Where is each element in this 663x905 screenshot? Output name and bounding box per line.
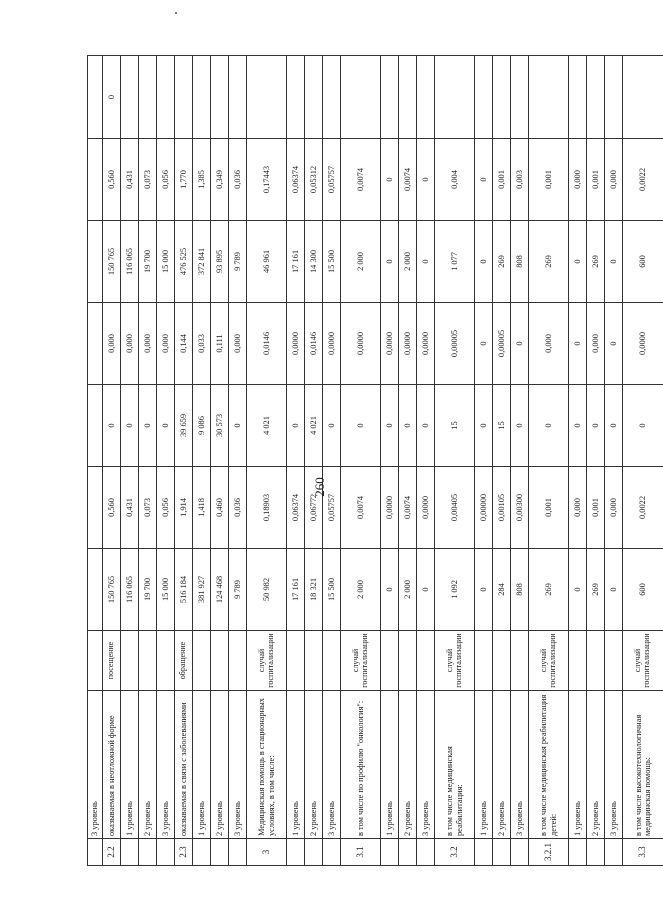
value-cell: 0,0000: [287, 303, 305, 385]
table-row: [605, 56, 623, 866]
value-cell: [323, 56, 341, 139]
rotated-page-content: [87, 56, 652, 866]
value-cell: 18 321: [305, 549, 323, 631]
value-cell: 0: [103, 385, 121, 467]
unit-cell: случай госпитализации: [341, 631, 381, 691]
value-cell: 0,0000: [623, 303, 663, 385]
value-cell: 0: [417, 221, 435, 303]
value-cell: 0,000: [103, 303, 121, 385]
unit-cell: случай госпитализации: [529, 631, 569, 691]
table-row: [493, 56, 511, 866]
table-row: [623, 56, 663, 866]
value-cell: [605, 56, 623, 139]
value-cell: 269: [587, 221, 605, 303]
value-cell: [417, 56, 435, 139]
row-name-cell: 3 уровень: [229, 691, 247, 839]
unit-cell: [211, 631, 229, 691]
value-cell: 15 500: [323, 549, 341, 631]
value-cell: 0,00405: [435, 467, 475, 549]
row-name-cell: 3 уровень: [323, 691, 341, 839]
value-cell: [88, 549, 103, 631]
value-cell: [175, 56, 193, 139]
healthcare-volume-table: [87, 55, 663, 866]
table-row: [381, 56, 399, 866]
value-cell: 0,0000: [341, 303, 381, 385]
row-code-cell: [88, 839, 103, 866]
value-cell: 0: [605, 221, 623, 303]
value-cell: [305, 56, 323, 139]
value-cell: 0: [569, 303, 587, 385]
table-row: [103, 56, 121, 866]
row-code-cell: [305, 839, 323, 866]
row-name-cell: 3 уровень: [157, 691, 175, 839]
value-cell: 269: [587, 549, 605, 631]
value-cell: 39 659: [175, 385, 193, 467]
value-cell: 0,0000: [381, 303, 399, 385]
value-cell: 0,001: [493, 139, 511, 221]
row-name-cell: 3 уровень: [605, 691, 623, 839]
unit-cell: [587, 631, 605, 691]
value-cell: 50 982: [247, 549, 287, 631]
value-cell: 0: [103, 56, 121, 139]
value-cell: 0,0074: [341, 139, 381, 221]
value-cell: 0,00000: [475, 467, 493, 549]
row-name-cell: Медицинская помощь в стационарных условиях, в том числе:: [247, 691, 287, 839]
row-code-cell: 2.3: [175, 839, 193, 866]
value-cell: 0,0022: [623, 467, 663, 549]
unit-cell: [511, 631, 529, 691]
unit-cell: [305, 631, 323, 691]
value-cell: 0,06772: [305, 467, 323, 549]
table-row: [529, 56, 569, 866]
value-cell: 0,0074: [399, 467, 417, 549]
value-cell: 0,431: [121, 467, 139, 549]
row-code-cell: [493, 839, 511, 866]
value-cell: [88, 303, 103, 385]
value-cell: 1,770: [175, 139, 193, 221]
unit-cell: посещение: [103, 631, 121, 691]
value-cell: 0: [569, 385, 587, 467]
value-cell: 116 065: [121, 221, 139, 303]
value-cell: 2 000: [399, 221, 417, 303]
value-cell: 269: [493, 221, 511, 303]
value-cell: 0,003: [511, 139, 529, 221]
value-cell: 17 161: [287, 549, 305, 631]
value-cell: 0,000: [569, 467, 587, 549]
row-code-cell: [139, 839, 157, 866]
value-cell: 381 927: [193, 549, 211, 631]
row-name-cell: 1 уровень: [121, 691, 139, 839]
row-name-cell: 2 уровень: [305, 691, 323, 839]
value-cell: 0: [475, 549, 493, 631]
value-cell: 0,431: [121, 139, 139, 221]
value-cell: 0,0000: [417, 303, 435, 385]
value-cell: 0,111: [211, 303, 229, 385]
value-cell: 0,073: [139, 139, 157, 221]
row-code-cell: 3.2.1: [529, 839, 569, 866]
unit-cell: [229, 631, 247, 691]
table-row: [341, 56, 381, 866]
table-body: [88, 56, 663, 866]
value-cell: 93 895: [211, 221, 229, 303]
value-cell: [399, 56, 417, 139]
table-row: [211, 56, 229, 866]
value-cell: [341, 56, 381, 139]
value-cell: 0: [381, 139, 399, 221]
value-cell: [88, 56, 103, 139]
value-cell: 0,001: [529, 467, 569, 549]
value-cell: 15: [435, 385, 475, 467]
value-cell: 15 500: [323, 221, 341, 303]
value-cell: 0,560: [103, 139, 121, 221]
value-cell: 0,000: [587, 303, 605, 385]
value-cell: 15 000: [157, 549, 175, 631]
row-name-cell: оказываемая в связи с заболеваниями: [175, 691, 193, 839]
value-cell: 0,000: [569, 139, 587, 221]
row-code-cell: [511, 839, 529, 866]
table-row: [475, 56, 493, 866]
row-name-cell: 2 уровень: [493, 691, 511, 839]
value-cell: 0: [381, 549, 399, 631]
value-cell: [229, 56, 247, 139]
unit-cell: [569, 631, 587, 691]
row-name-cell: 1 уровень: [381, 691, 399, 839]
value-cell: 0,000: [605, 467, 623, 549]
row-name-cell: 1 уровень: [475, 691, 493, 839]
value-cell: 2 000: [341, 549, 381, 631]
value-cell: 0,073: [139, 467, 157, 549]
unit-cell: [139, 631, 157, 691]
value-cell: [193, 56, 211, 139]
row-name-cell: 1 уровень: [569, 691, 587, 839]
row-code-cell: 3.1: [341, 839, 381, 866]
value-cell: [211, 56, 229, 139]
table-row: [417, 56, 435, 866]
table-row: [229, 56, 247, 866]
table-row: [587, 56, 605, 866]
row-code-cell: 3: [247, 839, 287, 866]
row-code-cell: [323, 839, 341, 866]
unit-cell: случай госпитализации: [623, 631, 663, 691]
value-cell: 0: [475, 303, 493, 385]
value-cell: 0: [587, 385, 605, 467]
value-cell: 19 700: [139, 549, 157, 631]
value-cell: 9 789: [229, 221, 247, 303]
value-cell: 0,000: [121, 303, 139, 385]
unit-cell: [417, 631, 435, 691]
value-cell: 1 092: [435, 549, 475, 631]
value-cell: 0,000: [229, 303, 247, 385]
value-cell: 1,914: [175, 467, 193, 549]
value-cell: 0,06374: [287, 467, 305, 549]
value-cell: 0: [287, 385, 305, 467]
value-cell: 0: [569, 221, 587, 303]
value-cell: 0: [475, 221, 493, 303]
value-cell: 600: [623, 549, 663, 631]
table-row: [121, 56, 139, 866]
row-code-cell: 2.2: [103, 839, 121, 866]
value-cell: 0,06374: [287, 139, 305, 221]
value-cell: 0,00005: [493, 303, 511, 385]
value-cell: [88, 467, 103, 549]
value-cell: 808: [511, 221, 529, 303]
value-cell: [435, 56, 475, 139]
value-cell: 1 077: [435, 221, 475, 303]
value-cell: 0,000: [157, 303, 175, 385]
unit-cell: [381, 631, 399, 691]
value-cell: [287, 56, 305, 139]
value-cell: 0,05757: [323, 467, 341, 549]
row-code-cell: [381, 839, 399, 866]
value-cell: [587, 56, 605, 139]
value-cell: [569, 56, 587, 139]
value-cell: 150 765: [103, 221, 121, 303]
row-name-cell: в том числе по профилю "онкология":: [341, 691, 381, 839]
value-cell: 0,460: [211, 467, 229, 549]
value-cell: 269: [529, 549, 569, 631]
value-cell: [157, 56, 175, 139]
table-row: [139, 56, 157, 866]
value-cell: 0: [511, 303, 529, 385]
value-cell: 0,000: [139, 303, 157, 385]
row-code-cell: [569, 839, 587, 866]
value-cell: 284: [493, 549, 511, 631]
value-cell: 17 161: [287, 221, 305, 303]
value-cell: 0,18903: [247, 467, 287, 549]
value-cell: 476 525: [175, 221, 193, 303]
value-cell: [623, 56, 663, 139]
table-row: [511, 56, 529, 866]
table-row: [88, 56, 103, 866]
value-cell: 0,05757: [323, 139, 341, 221]
row-name-cell: 1 уровень: [287, 691, 305, 839]
unit-cell: [493, 631, 511, 691]
unit-cell: [399, 631, 417, 691]
value-cell: 0,056: [157, 467, 175, 549]
row-code-cell: [605, 839, 623, 866]
value-cell: 0,00005: [435, 303, 475, 385]
value-cell: [247, 56, 287, 139]
value-cell: 0: [417, 549, 435, 631]
speck-mark: [175, 12, 177, 14]
unit-cell: обращение: [175, 631, 193, 691]
value-cell: 46 961: [247, 221, 287, 303]
value-cell: 0,000: [605, 139, 623, 221]
row-name-cell: в том числе высокотехнологичная медицинская помощь:: [623, 691, 663, 839]
row-code-cell: [399, 839, 417, 866]
value-cell: 0,349: [211, 139, 229, 221]
table-row: [175, 56, 193, 866]
value-cell: 0,0146: [247, 303, 287, 385]
value-cell: 0,036: [229, 139, 247, 221]
value-cell: 15: [493, 385, 511, 467]
row-name-cell: 3 уровень: [88, 691, 103, 839]
value-cell: 0: [475, 139, 493, 221]
value-cell: 269: [529, 221, 569, 303]
value-cell: 19 700: [139, 221, 157, 303]
row-code-cell: [287, 839, 305, 866]
value-cell: 0,004: [435, 139, 475, 221]
value-cell: 0: [157, 385, 175, 467]
value-cell: 150 765: [103, 549, 121, 631]
table-row: [399, 56, 417, 866]
value-cell: 0: [381, 385, 399, 467]
table-row: [157, 56, 175, 866]
value-cell: 0: [341, 385, 381, 467]
value-cell: 516 184: [175, 549, 193, 631]
row-code-cell: [121, 839, 139, 866]
value-cell: [475, 56, 493, 139]
unit-cell: случай госпитализации: [247, 631, 287, 691]
unit-cell: [287, 631, 305, 691]
unit-cell: [88, 631, 103, 691]
table-row: [287, 56, 305, 866]
value-cell: 0: [121, 385, 139, 467]
value-cell: 0: [529, 385, 569, 467]
value-cell: 0,001: [529, 139, 569, 221]
value-cell: 14 300: [305, 221, 323, 303]
value-cell: 0,560: [103, 467, 121, 549]
value-cell: 0,0000: [417, 467, 435, 549]
value-cell: [88, 385, 103, 467]
value-cell: 0,0000: [381, 467, 399, 549]
value-cell: [121, 56, 139, 139]
value-cell: 0: [417, 385, 435, 467]
value-cell: 0,001: [587, 139, 605, 221]
table-row: [193, 56, 211, 866]
unit-cell: [121, 631, 139, 691]
row-name-cell: 3 уровень: [417, 691, 435, 839]
value-cell: 0: [605, 303, 623, 385]
value-cell: [511, 56, 529, 139]
value-cell: 0,0000: [323, 303, 341, 385]
value-cell: [88, 221, 103, 303]
value-cell: 0,000: [529, 303, 569, 385]
value-cell: 0: [569, 549, 587, 631]
value-cell: 0: [417, 139, 435, 221]
row-name-cell: в том числе медицинская реабилитация:: [435, 691, 475, 839]
value-cell: 0: [139, 385, 157, 467]
value-cell: 1,385: [193, 139, 211, 221]
value-cell: 0: [229, 385, 247, 467]
value-cell: 0,0074: [399, 139, 417, 221]
row-code-cell: [211, 839, 229, 866]
value-cell: [529, 56, 569, 139]
value-cell: 0: [605, 549, 623, 631]
value-cell: 0,036: [229, 467, 247, 549]
row-code-cell: [475, 839, 493, 866]
row-name-cell: 2 уровень: [399, 691, 417, 839]
value-cell: 1,418: [193, 467, 211, 549]
value-cell: [493, 56, 511, 139]
row-code-cell: [193, 839, 211, 866]
row-name-cell: 1 уровень: [193, 691, 211, 839]
row-name-cell: 2 уровень: [139, 691, 157, 839]
page-number: 260: [312, 477, 327, 497]
value-cell: 9 086: [193, 385, 211, 467]
value-cell: 0,05312: [305, 139, 323, 221]
value-cell: 0,144: [175, 303, 193, 385]
table-row: [305, 56, 323, 866]
unit-cell: [157, 631, 175, 691]
value-cell: 0,056: [157, 139, 175, 221]
value-cell: 0,001: [587, 467, 605, 549]
value-cell: 0,00105: [493, 467, 511, 549]
value-cell: 30 573: [211, 385, 229, 467]
value-cell: 116 065: [121, 549, 139, 631]
row-code-cell: [417, 839, 435, 866]
table-row: [247, 56, 287, 866]
table-row: [435, 56, 475, 866]
value-cell: 15 000: [157, 221, 175, 303]
value-cell: 2 000: [341, 221, 381, 303]
value-cell: 2 000: [399, 549, 417, 631]
value-cell: 0,00300: [511, 467, 529, 549]
unit-cell: [193, 631, 211, 691]
row-code-cell: [157, 839, 175, 866]
row-code-cell: 3.2: [435, 839, 475, 866]
row-name-cell: в том числе медицинская реабилитация детей:: [529, 691, 569, 839]
unit-cell: [323, 631, 341, 691]
row-name-cell: 2 уровень: [211, 691, 229, 839]
unit-cell: [475, 631, 493, 691]
value-cell: 124 468: [211, 549, 229, 631]
value-cell: [88, 139, 103, 221]
value-cell: 9 789: [229, 549, 247, 631]
unit-cell: случай госпитализации: [435, 631, 475, 691]
row-name-cell: 3 уровень: [511, 691, 529, 839]
value-cell: 0,0000: [399, 303, 417, 385]
value-cell: 0,17443: [247, 139, 287, 221]
value-cell: 808: [511, 549, 529, 631]
row-name-cell: 2 уровень: [587, 691, 605, 839]
value-cell: 0: [605, 385, 623, 467]
row-code-cell: [229, 839, 247, 866]
value-cell: [381, 56, 399, 139]
value-cell: 0: [323, 385, 341, 467]
value-cell: 0: [399, 385, 417, 467]
value-cell: 0: [511, 385, 529, 467]
value-cell: 4 021: [247, 385, 287, 467]
value-cell: 0: [475, 385, 493, 467]
value-cell: 0: [381, 221, 399, 303]
value-cell: 0,0022: [623, 139, 663, 221]
value-cell: 4 021: [305, 385, 323, 467]
table-row: [569, 56, 587, 866]
table-row: [323, 56, 341, 866]
row-code-cell: [587, 839, 605, 866]
row-code-cell: 3.3: [623, 839, 663, 866]
value-cell: 0,0146: [305, 303, 323, 385]
value-cell: 600: [623, 221, 663, 303]
value-cell: 372 841: [193, 221, 211, 303]
row-name-cell: оказываемая в неотложной форме: [103, 691, 121, 839]
value-cell: [139, 56, 157, 139]
value-cell: 0,0074: [341, 467, 381, 549]
unit-cell: [605, 631, 623, 691]
value-cell: 0: [623, 385, 663, 467]
value-cell: 0,033: [193, 303, 211, 385]
